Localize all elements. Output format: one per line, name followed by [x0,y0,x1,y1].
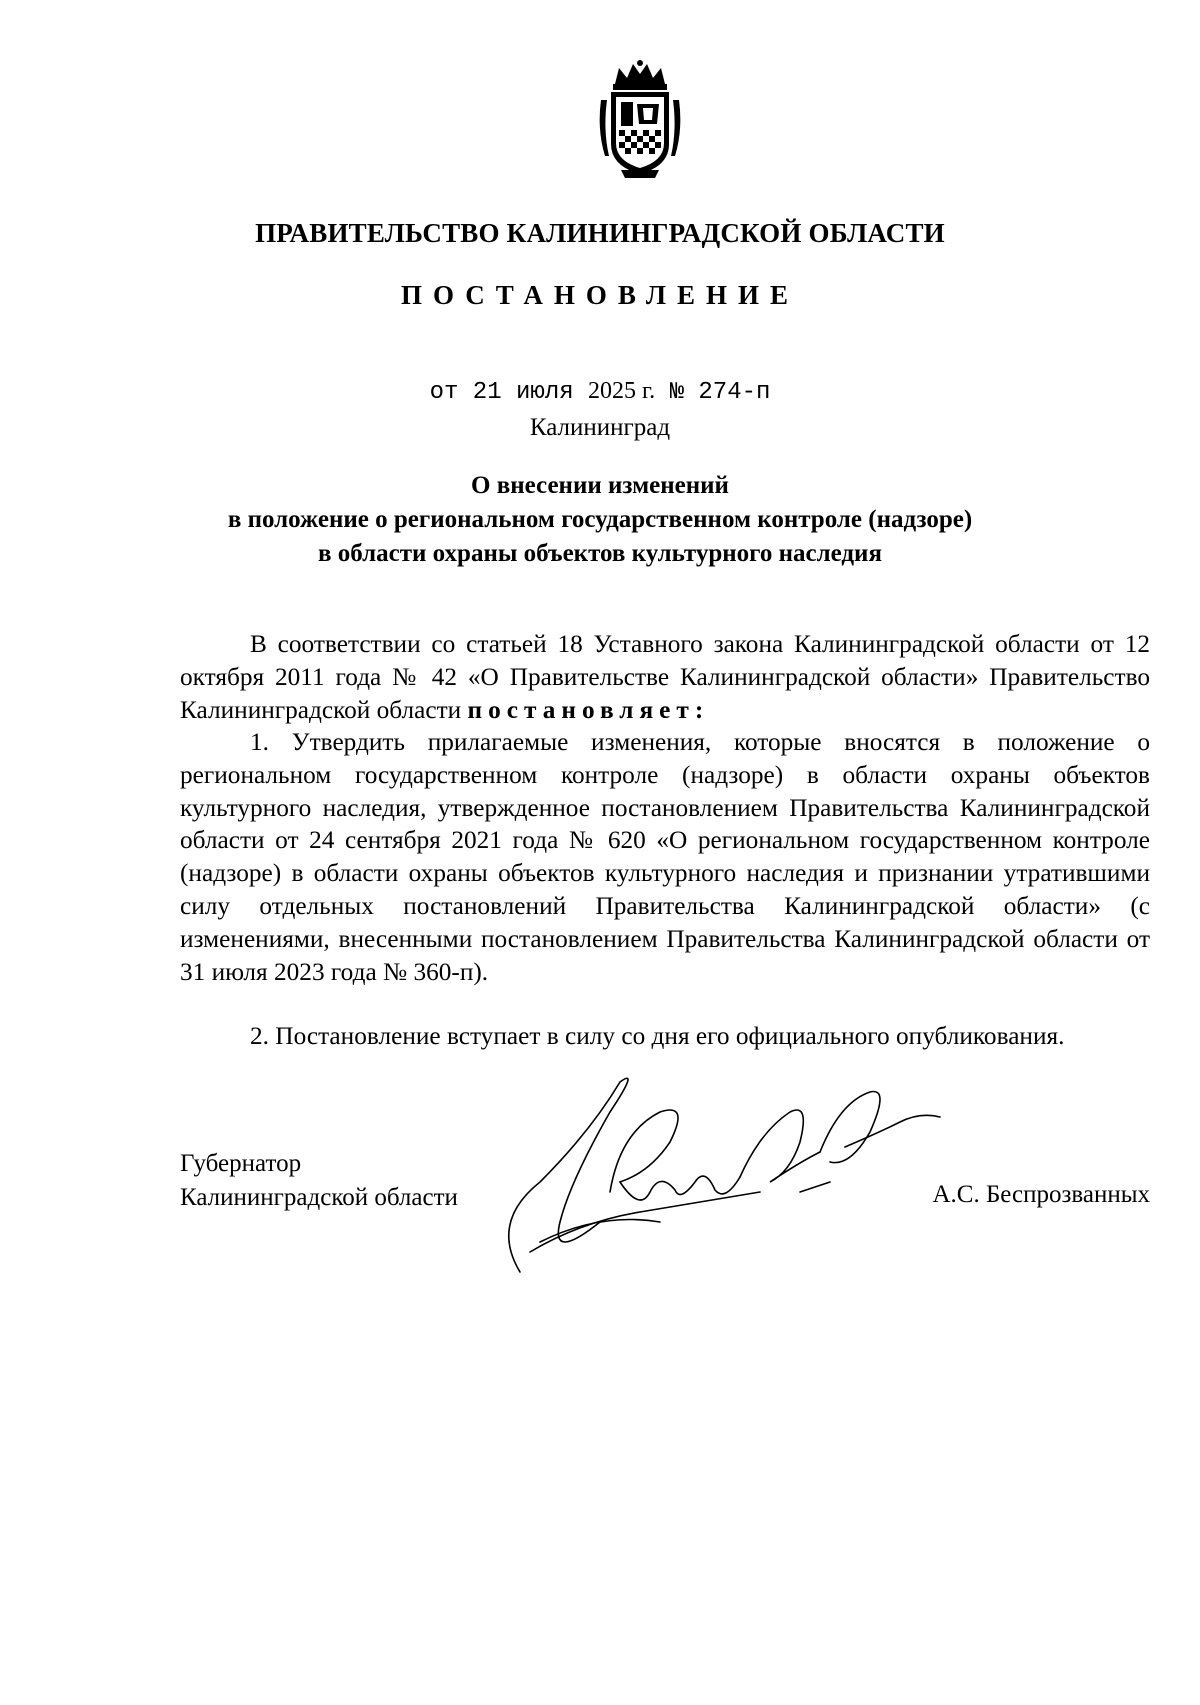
government-name: ПРАВИТЕЛЬСТВО КАЛИНИНГРАДСКОЙ ОБЛАСТИ [255,218,945,248]
handwritten-signature [500,1072,970,1288]
title-line-3: в области охраны объектов культурного наследия [317,540,882,567]
signatory-title-line-2: Калининградской области [180,1184,458,1211]
item-1-text: 1. Утвердить прилагаемые изменения, которые вносятся в положение о региональном государственном контроле (надзоре) в области охраны объектов культурного наследия, утвержденное постановлением Правительства Калининградской области от 24 сентября 2021 года № 620 «О региональном государственном контроле (надзоре) в области охраны объектов культурного наследия и признании утратившими силу отдельных постановлений Правительства Калининградской области» (с изменениями, внесенными постановлением Правительства Калининградской области от 31 июля 2023 года № 360-п). [180,728,1150,986]
document-type: ПОСТАНОВЛЕНИЕ [400,280,800,310]
title-line-2: в положение о региональном государственном контроле (надзоре) [227,506,973,533]
item-1-paragraph [180,726,1150,988]
document-date: от 21 июля [429,379,574,406]
document-year: 2025 г. [588,378,656,404]
signatory-title [180,1147,458,1215]
item-2-paragraph [180,1020,1150,1053]
document-number: № 274-п [669,379,771,406]
coat-of-arms-icon [597,60,683,180]
signatory-title-line-1: Губернатор [180,1150,302,1177]
signatory-name: А.С. Беспрозванных [932,1181,1150,1208]
intro-text: В соответствии со статьей 18 Уставного закона Калининградской области от 12 октября 2011 года № 42 «О Правительстве Калининградской области» Правительство Калининградской области [180,630,1150,724]
document-city: Калининград [529,414,671,441]
title-line-1: О внесении изменений [471,472,729,499]
decree-word: постановляет: [467,695,710,724]
date-line [0,378,1200,406]
item-2-text: 2. Постановление вступает в силу со дня его официального опубликования. [250,1022,1065,1050]
intro-paragraph [180,628,1150,726]
